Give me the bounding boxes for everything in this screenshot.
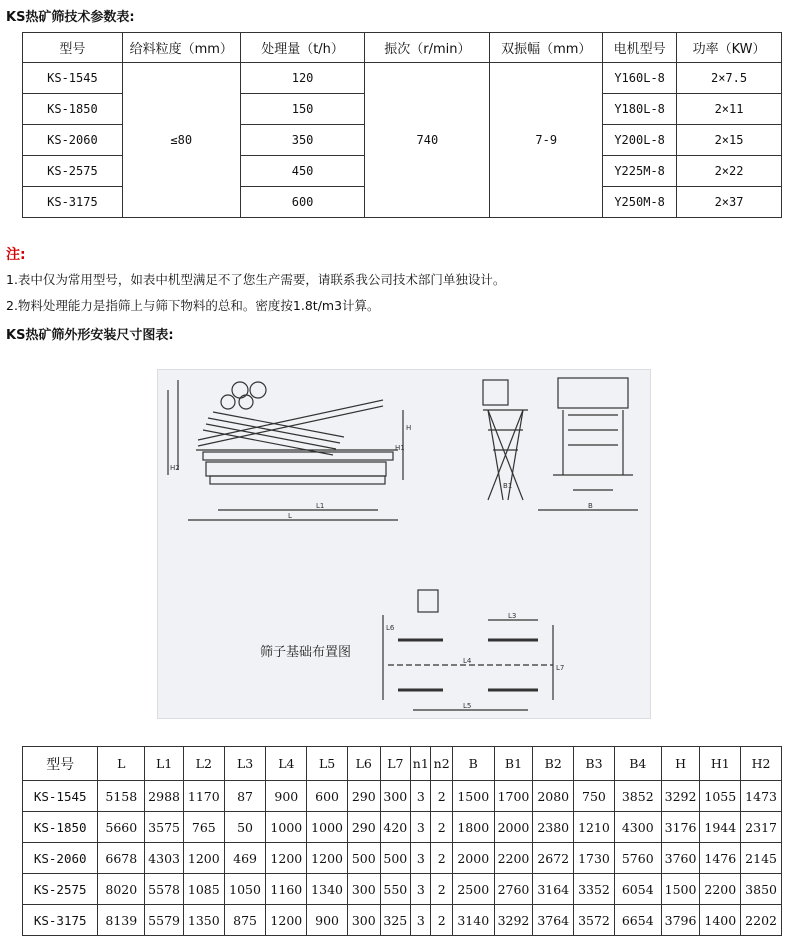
dimension-cell: 2500	[452, 874, 494, 905]
capacity-cell: 350	[240, 125, 365, 156]
header-model: 型号	[23, 33, 123, 63]
dimension-cell: 2	[431, 812, 452, 843]
dimension-cell: 900	[266, 781, 307, 812]
dimension-cell: 550	[380, 874, 411, 905]
model-cell: KS-1545	[23, 63, 123, 94]
dimension-cell: 500	[347, 843, 380, 874]
dimension-table-title: KS热矿筛外形安装尺寸图表:	[6, 328, 174, 343]
power-cell: 2×11	[677, 94, 782, 125]
capacity-cell: 120	[240, 63, 365, 94]
capacity-cell: 450	[240, 156, 365, 187]
dimension-cell: 875	[224, 905, 266, 936]
header-motor: 电机型号	[603, 33, 677, 63]
dimension-cell: 2	[431, 781, 452, 812]
header-col: n2	[431, 747, 452, 781]
dimension-cell: 1473	[741, 781, 782, 812]
dimension-cell: 3796	[661, 905, 700, 936]
feed-size-cell: ≤80	[122, 63, 240, 218]
dimension-cell: 8139	[98, 905, 145, 936]
dim-label-l6: L6	[386, 624, 395, 632]
dimension-table-header	[23, 747, 782, 781]
dimension-cell: 1730	[574, 843, 615, 874]
header-col: L2	[183, 747, 224, 781]
dim-label-l7: L7	[556, 664, 565, 672]
dimension-cell: 2145	[741, 843, 782, 874]
power-cell: 2×37	[677, 187, 782, 218]
dim-label-l4: L4	[463, 657, 472, 665]
motor-cell: Y180L-8	[603, 94, 677, 125]
power-cell: 2×22	[677, 156, 782, 187]
motor-cell: Y160L-8	[603, 63, 677, 94]
header-col: L6	[347, 747, 380, 781]
spec-table	[22, 32, 782, 218]
dimension-cell: 1000	[266, 812, 307, 843]
dimension-cell: 1200	[266, 843, 307, 874]
dimension-cell: 2672	[533, 843, 574, 874]
header-capacity: 处理量（t/h）	[240, 33, 365, 63]
dimension-cell: 2202	[741, 905, 782, 936]
table-row	[23, 843, 782, 874]
dimension-cell: 420	[380, 812, 411, 843]
header-col: H1	[700, 747, 741, 781]
dimension-cell: 2200	[494, 843, 533, 874]
dimension-cell: 1200	[183, 843, 224, 874]
dimension-cell: 1944	[700, 812, 741, 843]
dim-label-l: L	[288, 512, 292, 520]
dimension-cell: 290	[347, 812, 380, 843]
dim-label-l5: L5	[463, 702, 472, 710]
header-power: 功率（KW）	[677, 33, 782, 63]
dimension-cell: 6654	[614, 905, 661, 936]
dimension-cell: 1500	[452, 781, 494, 812]
dimension-cell: 1000	[307, 812, 348, 843]
header-col: B1	[494, 747, 533, 781]
notes-title: 注:	[6, 247, 26, 263]
model-cell: KS-2575	[23, 156, 123, 187]
header-amplitude: 双振幅（mm）	[490, 33, 603, 63]
model-cell: KS-2060	[23, 843, 98, 874]
motor-cell: Y225M-8	[603, 156, 677, 187]
dimension-cell: 1340	[307, 874, 348, 905]
dimension-table-body	[23, 781, 782, 936]
dimension-cell: 3850	[741, 874, 782, 905]
dimension-cell: 325	[380, 905, 411, 936]
spec-table-title: KS热矿筛技术参数表:	[6, 10, 135, 25]
dimension-cell: 3	[411, 874, 431, 905]
header-col: B	[452, 747, 494, 781]
amplitude-cell: 7-9	[490, 63, 603, 218]
capacity-cell: 150	[240, 94, 365, 125]
header-col: L1	[145, 747, 184, 781]
header-col: H2	[741, 747, 782, 781]
motor-cell: Y200L-8	[603, 125, 677, 156]
dimension-cell: 8020	[98, 874, 145, 905]
dimension-cell: 2317	[741, 812, 782, 843]
dimension-cell: 3176	[661, 812, 700, 843]
dimension-cell: 5760	[614, 843, 661, 874]
model-cell: KS-1545	[23, 781, 98, 812]
dim-label-b1: B1	[503, 482, 513, 490]
model-cell: KS-3175	[23, 905, 98, 936]
dimension-cell: 3292	[661, 781, 700, 812]
dimension-cell: 290	[347, 781, 380, 812]
dimension-cell: 2	[431, 843, 452, 874]
dimension-cell: 469	[224, 843, 266, 874]
dimension-cell: 3	[411, 843, 431, 874]
drawing-svg	[158, 370, 652, 720]
dimension-table	[22, 746, 782, 936]
dimension-cell: 5158	[98, 781, 145, 812]
header-feed-size: 给料粒度（mm）	[122, 33, 240, 63]
header-frequency: 振次（r/min）	[365, 33, 490, 63]
dim-label-l3: L3	[508, 612, 517, 620]
dimension-cell: 1350	[183, 905, 224, 936]
foundation-layout-caption: 筛子基础布置图	[260, 645, 352, 660]
dimension-cell: 600	[307, 781, 348, 812]
dimension-cell: 1400	[700, 905, 741, 936]
power-cell: 2×7.5	[677, 63, 782, 94]
model-cell: KS-3175	[23, 187, 123, 218]
dim-label-l1: L1	[316, 502, 325, 510]
dimension-cell: 300	[380, 781, 411, 812]
dimension-cell: 900	[307, 905, 348, 936]
header-col: L5	[307, 747, 348, 781]
table-row	[23, 63, 782, 94]
dimension-cell: 3572	[574, 905, 615, 936]
dimension-cell: 2	[431, 905, 452, 936]
spec-table-header	[23, 33, 782, 63]
dimension-cell: 3292	[494, 905, 533, 936]
motor-cell: Y250M-8	[603, 187, 677, 218]
dimension-cell: 1200	[266, 905, 307, 936]
dimension-cell: 500	[380, 843, 411, 874]
dimension-cell: 2000	[494, 812, 533, 843]
model-cell: KS-2575	[23, 874, 98, 905]
dimension-cell: 2380	[533, 812, 574, 843]
table-row	[23, 905, 782, 936]
dimension-cell: 3	[411, 905, 431, 936]
dimension-cell: 50	[224, 812, 266, 843]
header-col: L	[98, 747, 145, 781]
dimension-cell: 750	[574, 781, 615, 812]
header-col: H	[661, 747, 700, 781]
table-row	[23, 781, 782, 812]
dimension-cell: 2000	[452, 843, 494, 874]
dim-label-h: H	[406, 424, 412, 432]
frequency-cell: 740	[365, 63, 490, 218]
dimension-cell: 5660	[98, 812, 145, 843]
dimension-cell: 3764	[533, 905, 574, 936]
dimension-cell: 300	[347, 905, 380, 936]
dimension-cell: 1200	[307, 843, 348, 874]
dimension-cell: 4300	[614, 812, 661, 843]
model-cell: KS-2060	[23, 125, 123, 156]
dimension-cell: 4303	[145, 843, 184, 874]
dimension-cell: 765	[183, 812, 224, 843]
header-col: L3	[224, 747, 266, 781]
dimension-cell: 87	[224, 781, 266, 812]
dimension-cell: 2760	[494, 874, 533, 905]
dimension-cell: 1170	[183, 781, 224, 812]
dimension-cell: 6678	[98, 843, 145, 874]
model-cell: KS-1850	[23, 94, 123, 125]
dimension-cell: 300	[347, 874, 380, 905]
dimension-cell: 1500	[661, 874, 700, 905]
dim-label-h2: H2	[170, 464, 180, 472]
model-cell: KS-1850	[23, 812, 98, 843]
dimension-cell: 3	[411, 781, 431, 812]
dimension-cell: 2988	[145, 781, 184, 812]
dimension-cell: 1055	[700, 781, 741, 812]
dim-label-h1: H1	[395, 444, 405, 452]
dimension-cell: 3140	[452, 905, 494, 936]
note-item-1: 1.表中仅为常用型号，如表中机型满足不了您生产需要，请联系我公司技术部门单独设计。	[6, 272, 506, 287]
dimension-cell: 1700	[494, 781, 533, 812]
header-col: B4	[614, 747, 661, 781]
dimension-cell: 3	[411, 812, 431, 843]
table-row	[23, 812, 782, 843]
dimension-cell: 5578	[145, 874, 184, 905]
dimension-cell: 1800	[452, 812, 494, 843]
capacity-cell: 600	[240, 187, 365, 218]
header-model: 型号	[23, 747, 98, 781]
dimension-cell: 3352	[574, 874, 615, 905]
header-col: B3	[574, 747, 615, 781]
header-col: L4	[266, 747, 307, 781]
dimension-cell: 3852	[614, 781, 661, 812]
dimension-cell: 3575	[145, 812, 184, 843]
dimension-cell: 1476	[700, 843, 741, 874]
note-item-2: 2.物料处理能力是指筛上与筛下物料的总和。密度按1.8t/m3计算。	[6, 298, 380, 313]
dimension-cell: 1210	[574, 812, 615, 843]
table-row	[23, 874, 782, 905]
header-col: L7	[380, 747, 411, 781]
installation-drawing	[157, 369, 651, 719]
dimension-cell: 5579	[145, 905, 184, 936]
dimension-cell: 1085	[183, 874, 224, 905]
power-cell: 2×15	[677, 125, 782, 156]
dimension-cell: 1050	[224, 874, 266, 905]
dim-label-b: B	[588, 502, 593, 510]
dimension-cell: 2	[431, 874, 452, 905]
dimension-cell: 3164	[533, 874, 574, 905]
dimension-cell: 2080	[533, 781, 574, 812]
dimension-cell: 2200	[700, 874, 741, 905]
dimension-cell: 3760	[661, 843, 700, 874]
dimension-cell: 6054	[614, 874, 661, 905]
header-col: n1	[411, 747, 431, 781]
header-col: B2	[533, 747, 574, 781]
dimension-cell: 1160	[266, 874, 307, 905]
